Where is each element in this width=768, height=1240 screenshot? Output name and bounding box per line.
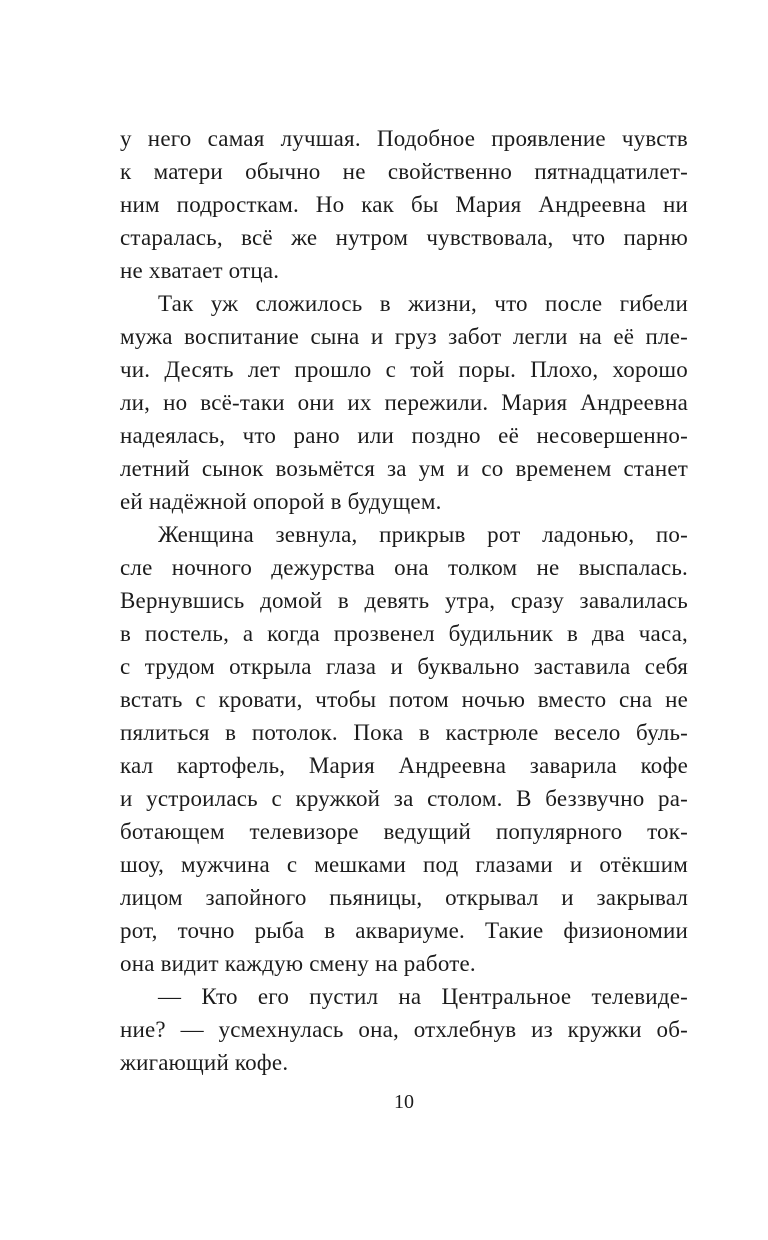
paragraph (120, 287, 688, 518)
text-line: ние? — усмехнулась она, отхлебнув из кружки об- (120, 1017, 688, 1042)
text-line: летний сынок возьмётся за ум и со временем станет (120, 456, 688, 481)
paragraph (120, 980, 688, 1079)
text-line: рот, точно рыба в аквариуме. Такие физиономии (120, 918, 688, 943)
text-line: Женщина зевнула, прикрыв рот ладонью, по- (158, 522, 688, 547)
text-line: старалась, всё же нутром чувствовала, что парню (120, 225, 688, 250)
text-line: встать с кровати, чтобы потом ночью вместо сна не (120, 687, 688, 712)
text-line: чи. Десять лет прошло с той поры. Плохо, хорошо (120, 357, 688, 382)
text-line: у него самая лучшая. Подобное проявление чувств (120, 126, 688, 151)
text-line: мужа воспитание сына и груз забот легли на её пле- (120, 324, 688, 349)
text-line: надеялась, что рано или поздно её несовершенно- (120, 423, 688, 448)
text-line: лицом запойного пьяницы, открывал и закрывал (120, 885, 688, 910)
text-line: Так уж сложилось в жизни, что после гибели (158, 291, 688, 316)
page-text (120, 122, 688, 1079)
text-line: ним подросткам. Но как бы Мария Андреевна ни (120, 192, 688, 217)
text-line: не хватает отца. (120, 258, 280, 283)
text-line: — Кто его пустил на Центральное телевиде- (158, 984, 688, 1009)
text-line: в постель, а когда прозвенел будильник в два часа, (120, 621, 688, 646)
text-line: к матери обычно не свойственно пятнадцатилет- (120, 159, 688, 184)
text-line: Вернувшись домой в девять утра, сразу завалилась (120, 588, 688, 613)
text-line: она видит каждую смену на работе. (120, 951, 476, 976)
text-line: ли, но всё-таки они их пережили. Мария Андреевна (120, 390, 688, 415)
paragraph (120, 122, 688, 287)
paragraph (120, 518, 688, 980)
text-line: с трудом открыла глаза и буквально заставила себя (120, 654, 688, 679)
text-line: пялиться в потолок. Пока в кастрюле весело буль- (120, 720, 688, 745)
text-line: ей надёжной опорой в будущем. (120, 489, 442, 514)
text-line: кал картофель, Мария Андреевна заварила кофе (120, 753, 688, 778)
text-line: шоу, мужчина с мешками под глазами и отёкшим (120, 852, 688, 877)
text-line: и устроилась с кружкой за столом. В беззвучно ра- (120, 786, 688, 811)
page-number: 10 (394, 1091, 414, 1113)
text-line: ботающем телевизоре ведущий популярного ток- (120, 819, 688, 844)
text-line: жигающий кофе. (120, 1050, 289, 1075)
text-line: сле ночного дежурства она толком не выспалась. (120, 555, 688, 580)
